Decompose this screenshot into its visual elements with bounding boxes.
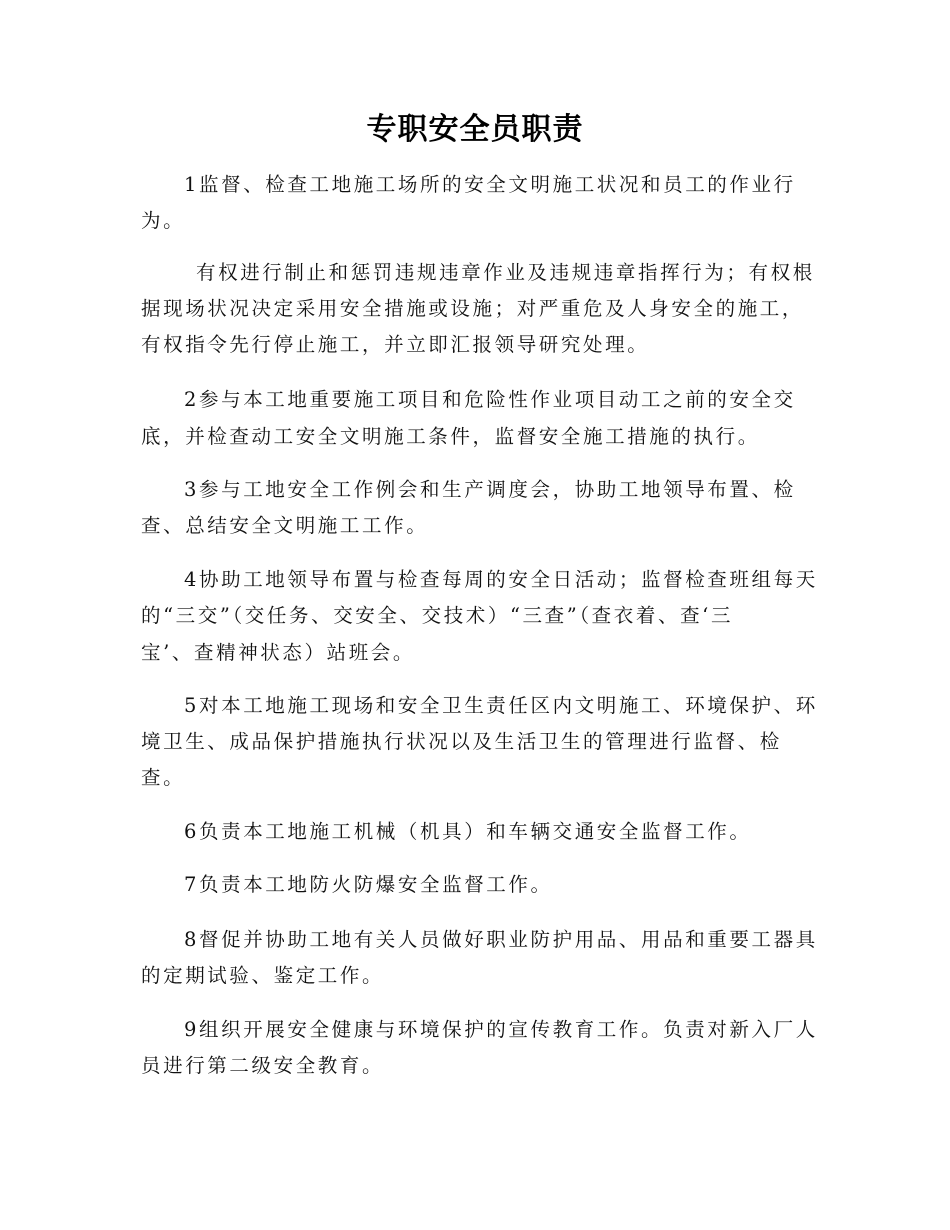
paragraph-8-line-1: 8督促并协助工地有关人员做好职业防护用品、用品和重要工器具 bbox=[184, 928, 818, 951]
paragraph-9-line-2: 员进行第二级安全教育。 bbox=[141, 1054, 385, 1077]
paragraph-1-line-2: 为。 bbox=[141, 209, 186, 232]
paragraph-8-line-2: 的定期试验、鉴定工作。 bbox=[141, 964, 385, 987]
paragraph-1b-line-2: 据现场状况决定采用安全措施或设施；对严重危及人身安全的施工， bbox=[141, 297, 805, 320]
paragraph-5-line-1: 5对本工地施工现场和安全卫生责任区内文明施工、环境保护、环 bbox=[184, 694, 818, 717]
paragraph-4-line-3: 宝’、查精神状态）站班会。 bbox=[141, 641, 415, 664]
paragraph-2-line-2: 底，并检查动工安全文明施工条件，监督安全施工措施的执行。 bbox=[141, 425, 760, 448]
paragraph-2-line-1: 2参与本工地重要施工项目和危险性作业项目动工之前的安全交 bbox=[184, 388, 796, 411]
paragraph-3-line-1: 3参与工地安全工作例会和生产调度会，协助工地领导布置、检 bbox=[184, 478, 796, 501]
paragraph-4-line-1: 4协助工地领导布置与检查每周的安全日活动；监督检查班组每天 bbox=[184, 568, 818, 591]
paragraph-5-line-2: 境卫生、成品保护措施执行状况以及生活卫生的管理进行监督、检 bbox=[141, 730, 782, 753]
paragraph-1b-line-1: 有权进行制止和惩罚违规违章作业及违规违章指挥行为；有权根 bbox=[196, 261, 815, 284]
paragraph-6-line-1: 6负责本工地施工机械（机具）和车辆交通安全监督工作。 bbox=[184, 820, 752, 843]
document-title: 专职安全员职责 bbox=[366, 112, 584, 147]
paragraph-1b-line-3: 有权指令先行停止施工，并立即汇报领导研究处理。 bbox=[141, 333, 650, 356]
paragraph-3-line-2: 查、总结安全文明施工工作。 bbox=[141, 514, 429, 537]
paragraph-5-line-3: 查。 bbox=[141, 766, 186, 789]
paragraph-7-line-1: 7负责本工地防火防爆安全监督工作。 bbox=[184, 873, 553, 896]
paragraph-4-line-2: 的“三交”（交任务、交安全、交技术）“三查”（查衣着、查‘三 bbox=[141, 604, 734, 627]
paragraph-1-line-1: 1监督、检查工地施工场所的安全文明施工状况和员工的作业行 bbox=[184, 173, 796, 196]
paragraph-9-line-1: 9组织开展安全健康与环境保护的宣传教育工作。负责对新入厂人 bbox=[184, 1018, 818, 1041]
